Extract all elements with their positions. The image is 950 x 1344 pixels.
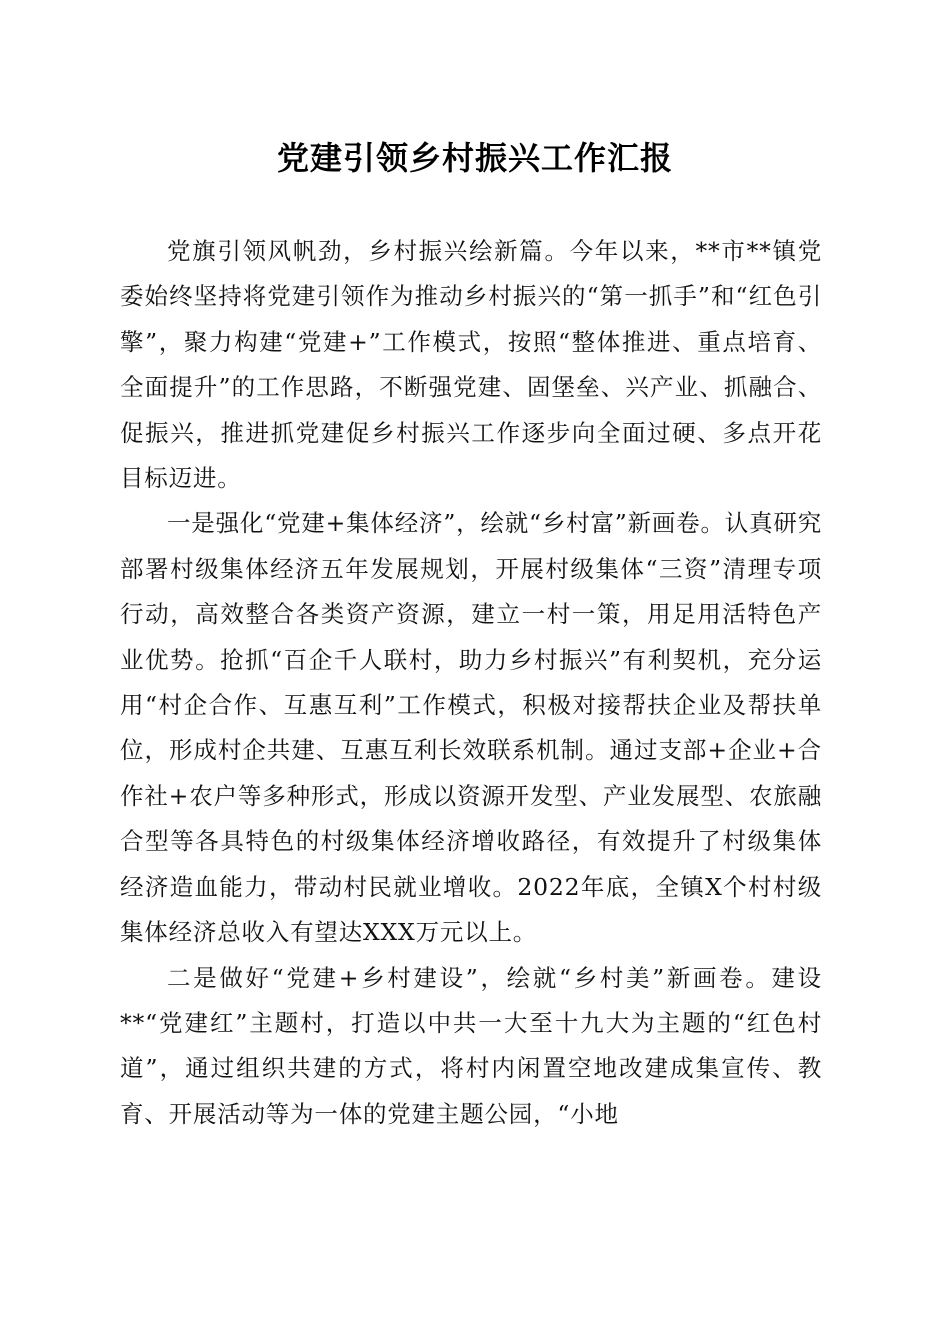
document-title: 党建引领乡村振兴工作汇报 xyxy=(276,139,673,177)
document-body xyxy=(120,229,822,1137)
paragraph-intro: 党旗引领风帆劲，乡村振兴绘新篇。今年以来，**市**镇党委始终坚持将党建引领作为推动乡村振兴的“第一抓手”和“红色引擎”，聚力构建“党建+”工作模式，按照“整体推进、重点培育、全面提升”的工作思路，不断强党建、固堡垒、兴产业、抓融合、促振兴，推进抓党建促乡村振兴工作逐步向全面过硬、多点开花目标迈进。 xyxy=(120,237,822,493)
paragraph-collective-economy: 一是强化“党建+集体经济”，绘就“乡村富”新画卷。认真研究部署村级集体经济五年发展规划，开展村级集体“三资”清理专项行动，高效整合各类资产资源，建立一村一策，用足用活特色产业优势。抢抓“百企千人联村，助力乡村振兴”有利契机，充分运用“村企合作、互惠互利”工作模式，积极对接帮扶企业及帮扶单位，形成村企共建、互惠互利长效联系机制。通过支部+企业+合作社+农户等多种形式，形成以资源开发型、产业发展型、农旅融合型等各具特色的村级集体经济增收路径，有效提升了村级集体经济造血能力，带动村民就业增收。2022年底，全镇X个村村级集体经济总收入有望达XXX万元以上。 xyxy=(120,509,822,947)
paragraph-rural-construction: 二是做好“党建+乡村建设”，绘就“乡村美”新画卷。建设**“党建红”主题村，打造以中共一大至十九大为主题的“红色村道”，通过组织共建的方式，将村内闲置空地改建成集宣传、教育、开展活动等为一体的党建主题公园，“小地 xyxy=(120,963,822,1128)
